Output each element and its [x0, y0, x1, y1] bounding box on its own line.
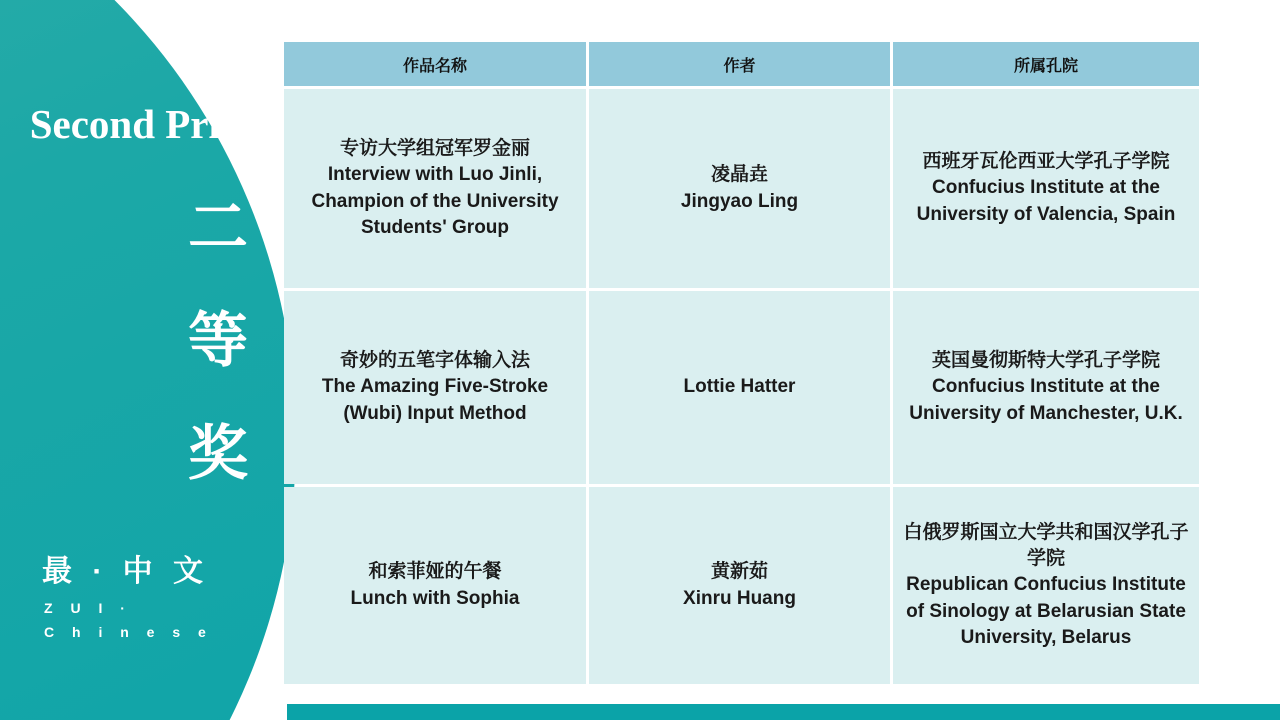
- table-cell-institute-row2: [893, 291, 1199, 484]
- institute-en: Confucius Institute at the University of Manchester, U.K.: [909, 376, 1183, 424]
- author-en: Lottie Hatter: [683, 376, 796, 398]
- institute-zh: 白俄罗斯国立大学共和国汉学孔子学院: [903, 521, 1189, 570]
- work-title-en: The Amazing Five-Stroke (Wubi) Input Method: [321, 376, 549, 424]
- table-cell-work-row1: [284, 89, 586, 288]
- table-cell-author-row3: [589, 487, 890, 684]
- table-cell-author-row1: [589, 89, 890, 288]
- author-en: Xinru Huang: [683, 587, 796, 609]
- institute-en: Republican Confucius Institute of Sinology at Belarusian State University, Belarus: [906, 574, 1186, 648]
- table-cell-work-row2: [284, 291, 586, 484]
- author-zh: 凌晶垚: [710, 164, 768, 186]
- awards-table: [284, 42, 1199, 684]
- institute-en: Confucius Institute at the University of Valencia, Spain: [916, 177, 1176, 225]
- title-char-jiang: 奖: [188, 421, 248, 487]
- title-char-er: 二: [188, 195, 248, 261]
- slide-title-chinese-vertical: [184, 172, 252, 511]
- institute-zh: 英国曼彻斯特大学孔子学院: [931, 350, 1160, 372]
- work-title-en: Lunch with Sophia: [350, 587, 520, 609]
- work-title-zh: 奇妙的五笔字体输入法: [339, 350, 530, 372]
- column-header-institute: 所属孔院: [893, 42, 1199, 86]
- table-cell-institute-row1: [893, 89, 1199, 288]
- column-header-work-title: 作品名称: [284, 42, 586, 86]
- table-cell-author-row2: [589, 291, 890, 484]
- column-header-author: 作者: [589, 42, 890, 86]
- work-title-zh: 专访大学组冠军罗金丽: [339, 138, 530, 160]
- work-title-en: Interview with Luo Jinli, Champion of the University Students' Group: [311, 164, 559, 238]
- brand-logo-chinese: 最 · 中 文: [42, 555, 209, 588]
- brand-logo-latin-line2: C h i n e s e: [44, 624, 213, 640]
- institute-zh: 西班牙瓦伦西亚大学孔子学院: [922, 151, 1170, 173]
- author-en: Jingyao Ling: [680, 190, 799, 212]
- slide-title-english: Second Prize: [29, 101, 257, 147]
- bottom-accent-bar: [287, 704, 1280, 720]
- brand-logo-latin-line1: Z U I ·: [44, 600, 132, 616]
- table-cell-institute-row3: [893, 487, 1199, 684]
- title-char-deng: 等: [188, 308, 248, 374]
- work-title-zh: 和索菲娅的午餐: [368, 561, 502, 583]
- author-zh: 黄新茹: [710, 561, 768, 583]
- table-cell-work-row3: [284, 487, 586, 684]
